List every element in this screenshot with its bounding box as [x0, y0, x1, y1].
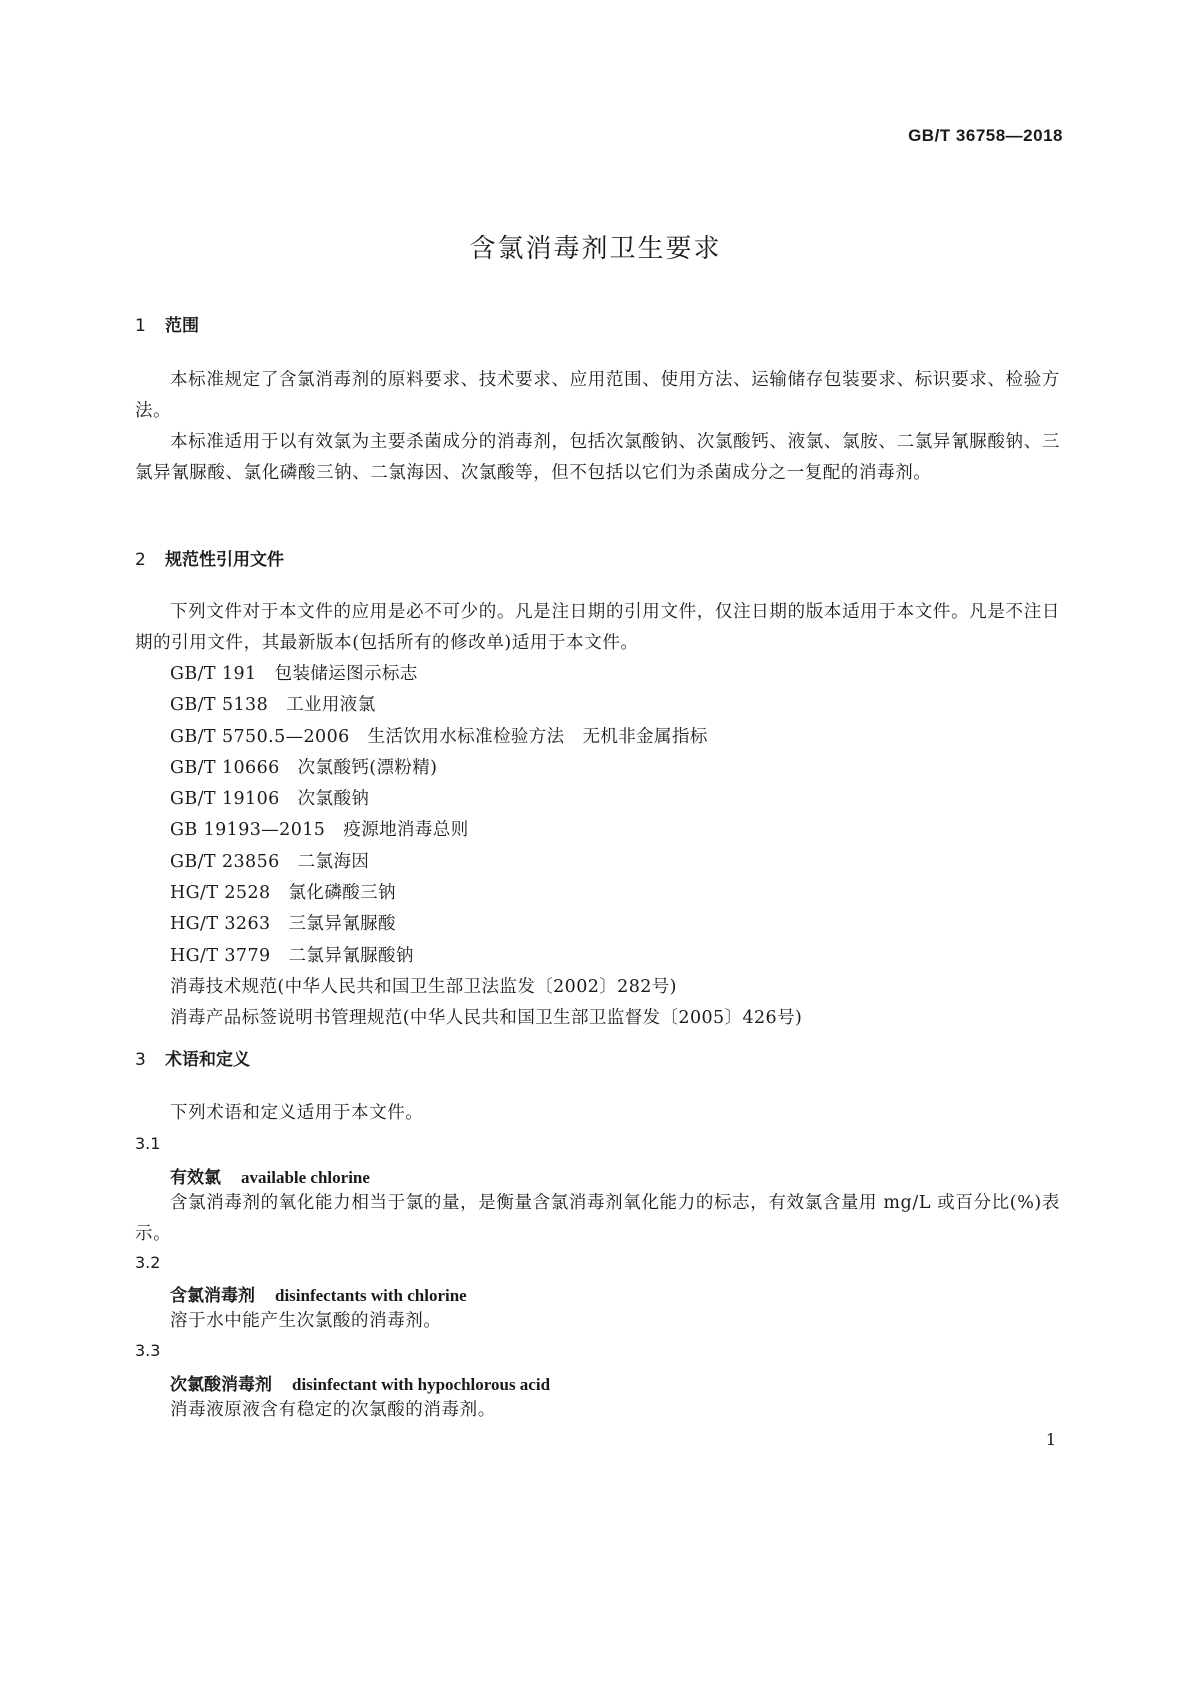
section-title: 规范性引用文件	[165, 550, 284, 570]
section-3-intro	[135, 1098, 1060, 1129]
term-number: 3.3	[135, 1341, 161, 1360]
section-1-heading	[135, 311, 199, 336]
reference-item	[170, 909, 802, 940]
reference-item	[170, 972, 802, 1003]
document-title: 含氯消毒剂卫生要求	[469, 234, 722, 264]
reference-name: 消毒技术规范(中华人民共和国卫生部卫法监发〔2002〕282号)	[170, 976, 677, 997]
term-english: disinfectant with hypochlorous acid	[292, 1375, 551, 1394]
page-number: 1	[1045, 1430, 1056, 1449]
term-chinese: 有效氯	[170, 1168, 221, 1188]
reference-code: HG/T 2528	[170, 883, 271, 904]
reference-name: 二氯异氰脲酸钠	[288, 945, 414, 966]
reference-name: 次氯酸钠	[297, 789, 370, 810]
reference-code: GB/T 5138	[170, 695, 269, 716]
section-2-heading	[135, 545, 284, 570]
reference-item	[170, 941, 802, 972]
reference-item	[170, 753, 802, 784]
term-chinese: 次氯酸消毒剂	[170, 1375, 272, 1395]
reference-item	[170, 690, 802, 721]
paragraph: 本标准规定了含氯消毒剂的原料要求、技术要求、应用范围、使用方法、运输储存包装要求、标识要求、检验方法。	[135, 370, 1060, 421]
reference-code: GB/T 10666	[170, 757, 280, 778]
reference-item	[170, 784, 802, 815]
reference-code: GB/T 5750.5—2006	[170, 726, 350, 747]
reference-item	[170, 722, 802, 753]
reference-item	[170, 878, 802, 909]
term-title	[170, 1163, 370, 1188]
section-1-body	[135, 365, 1060, 489]
reference-code: GB 19193—2015	[170, 820, 326, 841]
reference-name: 工业用液氯	[286, 695, 376, 716]
section-3-heading	[135, 1045, 250, 1070]
reference-name: 氯化磷酸三钠	[288, 883, 396, 904]
term-english: available chlorine	[241, 1168, 370, 1187]
term-chinese: 含氯消毒剂	[170, 1286, 255, 1306]
paragraph: 消毒液原液含有稳定的次氯酸的消毒剂。	[170, 1400, 496, 1420]
paragraph: 下列术语和定义适用于本文件。	[170, 1103, 424, 1123]
reference-name: 二氯海因	[297, 851, 370, 872]
reference-item	[170, 847, 802, 878]
term-number: 3.1	[135, 1134, 161, 1153]
section-number: 1	[135, 316, 146, 336]
section-title: 术语和定义	[165, 1050, 250, 1070]
paragraph: 本标准适用于以有效氯为主要杀菌成分的消毒剂，包括次氯酸钠、次氯酸钙、液氯、氯胺、二氯异氰脲酸钠、三氯异氰脲酸、氯化磷酸三钠、二氯海因、次氯酸等，但不包括以它们为杀菌成分之一复配的消毒剂。	[135, 432, 1060, 483]
standard-code: GB/T 36758—2018	[908, 126, 1063, 145]
section-2-intro	[135, 597, 1060, 659]
section-number: 2	[135, 550, 146, 570]
normative-references-list	[170, 659, 802, 1035]
term-title	[170, 1370, 550, 1395]
paragraph: 下列文件对于本文件的应用是必不可少的。凡是注日期的引用文件，仅注日期的版本适用于本文件。凡是不注日期的引用文件，其最新版本(包括所有的修改单)适用于本文件。	[135, 602, 1060, 653]
reference-name: 三氯异氰脲酸	[288, 914, 396, 935]
reference-code: GB/T 23856	[170, 851, 280, 872]
reference-code: HG/T 3263	[170, 914, 271, 935]
reference-name: 包装储运图示标志	[274, 664, 418, 684]
term-number: 3.2	[135, 1253, 161, 1272]
reference-item	[170, 659, 802, 690]
section-number: 3	[135, 1050, 146, 1070]
reference-name: 生活饮用水标准检验方法 无机非金属指标	[367, 726, 708, 747]
term-english: disinfectants with chlorine	[275, 1286, 467, 1305]
section-title: 范围	[165, 316, 199, 336]
term-definition	[135, 1306, 1060, 1337]
term-definition	[135, 1395, 1060, 1426]
paragraph: 含氯消毒剂的氧化能力相当于氯的量，是衡量含氯消毒剂氧化能力的标志，有效氯含量用 mg/L 或百分比(%)表示。	[135, 1193, 1060, 1244]
reference-code: HG/T 3779	[170, 945, 271, 966]
reference-item	[170, 815, 802, 846]
reference-code: GB/T 19106	[170, 789, 280, 810]
term-title	[170, 1281, 467, 1306]
reference-item	[170, 1003, 802, 1034]
reference-name: 次氯酸钙(漂粉精)	[297, 757, 438, 778]
reference-name: 疫源地消毒总则	[343, 820, 469, 841]
paragraph: 溶于水中能产生次氯酸的消毒剂。	[170, 1311, 442, 1331]
term-definition	[135, 1188, 1060, 1250]
reference-code: GB/T 191	[170, 664, 257, 684]
reference-name: 消毒产品标签说明书管理规范(中华人民共和国卫生部卫监督发〔2005〕426号)	[170, 1008, 803, 1029]
